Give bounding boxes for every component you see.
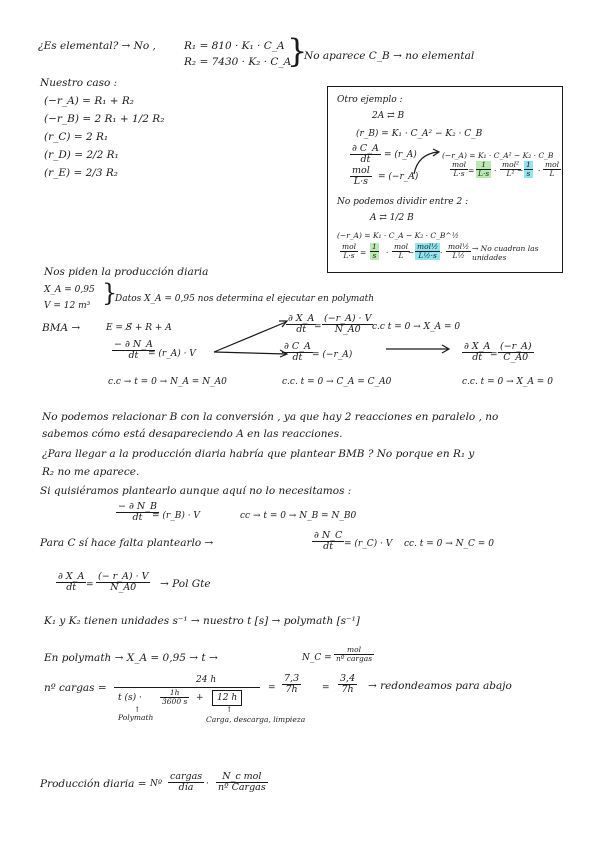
eq-rd: (r_D) = 2/2 R₁ [44, 149, 119, 161]
u2-d-den: L½·s [415, 252, 440, 260]
otro-ejemplo-title: Otro ejemplo : [337, 95, 403, 105]
eq2-den: 7h [341, 684, 354, 695]
xa-value: X_A = 0,95 [44, 285, 95, 295]
dot-1: · [494, 166, 497, 175]
dxa-num: ∂ X_A [288, 313, 315, 324]
u1-b [476, 161, 491, 178]
u1-d-num: 1 [526, 160, 531, 169]
dca-fraction-b [282, 342, 313, 363]
polymath-label: Polymath [118, 713, 154, 722]
u1-e-num: mol [545, 160, 560, 169]
rate-r2: R₂ = 7430 · K₂ · C_A [184, 56, 292, 68]
cargas-label: nº cargas = [44, 682, 107, 694]
polymath-line: En polymath → X_A = 0,95 → t → [44, 652, 218, 664]
cc-xa-2: c.c. t = 0 → X_A = 0 [462, 377, 553, 387]
u1-b-den: L·s [478, 169, 490, 178]
h-fraction [160, 689, 189, 706]
eq-ra: (−r_A) = R₁ + R₂ [44, 95, 135, 107]
para-c-text: Para C sí hace falta plantearlo → [40, 537, 214, 549]
u2-b [370, 243, 379, 260]
cc-nb: cc → t = 0 → N_B = N_B0 [240, 511, 357, 521]
dxa2-rhs-fraction [498, 342, 534, 363]
u2-a-num: mol [342, 242, 357, 251]
produccion-final-label: Producción diaria = [40, 778, 147, 790]
dxa3-rhs-num: (− r_A) · V [98, 571, 149, 582]
mol-cargas-num: N_c mol [216, 772, 268, 783]
produccion-intro: Nos piden la producción diaria [44, 266, 209, 278]
dna-num: − ∂ N_A [114, 339, 153, 350]
equals-a: = [314, 322, 322, 332]
t-term: t (s) · [118, 693, 142, 703]
rate-r1: R₁ = 810 · K₁ · C_A [184, 40, 285, 52]
n-symbol: Nº [150, 779, 163, 789]
u1-a-num: mol [452, 160, 467, 169]
eq1-fraction [282, 674, 301, 695]
dca-num: ∂ C_A [352, 143, 379, 154]
equals-e: = [322, 683, 330, 693]
cargas-dia-den: día [178, 782, 194, 793]
bma-label: BMA → [42, 322, 81, 334]
parrafo-line-2: sabemos cómo está desapareciendo A en las reacciones. [42, 428, 343, 440]
equals-d: = [268, 683, 276, 693]
dca-rhs: = (r_A) [384, 150, 417, 160]
arrow-up-polymath-icon: ↑ [134, 705, 141, 714]
eq-re: (r_E) = 2/3 R₂ [44, 167, 118, 179]
reaction-a-half-b: A ⇄ 1/2 B [370, 213, 414, 223]
dxa3-fraction [56, 572, 86, 593]
dnc-den: dt [323, 541, 334, 552]
curved-arrow-icon [412, 148, 442, 178]
dca-dt-fraction [350, 144, 381, 165]
rate-rb: (r_B) = K₁ · C_A² − K₂ · C_B [356, 129, 483, 139]
dxa-rhs-den: N_A0 [334, 324, 361, 335]
u2-a-den: L·s [343, 251, 355, 260]
eq1-den: 7h [285, 684, 298, 695]
dna-den: dt [128, 350, 139, 361]
h-num: 1h [160, 689, 189, 698]
dca-b-num: ∂ C_A [284, 341, 311, 352]
u2-d-num: mol½ [417, 242, 439, 251]
dnb-den: dt [132, 512, 143, 523]
rate-ra-half: (−r_A) = K₁ · C_A − K₂ · C_B^½ [337, 231, 459, 240]
cargas-dia-fraction [168, 772, 204, 793]
nc-num: mol [334, 646, 374, 655]
u1-a [450, 161, 468, 178]
dna-rhs: = (r_A) · V [148, 349, 196, 359]
dxa3-rhs-fraction [96, 572, 150, 593]
u1-b-num: 1 [476, 161, 491, 170]
dnb-num: − ∂ N_B [118, 501, 157, 512]
dca-b-rhs: = (−r_A) [312, 350, 353, 360]
datos-brace: } [102, 279, 118, 307]
dnc-fraction [312, 531, 344, 552]
dca-den: dt [360, 154, 371, 165]
eq-rc: (r_C) = 2 R₁ [44, 131, 109, 143]
dca-b-den: dt [292, 352, 303, 363]
ra-paren: = (−r_A) [378, 172, 419, 182]
eq-rb: (−r_B) = 2 R₁ + 1/2 R₂ [44, 113, 165, 125]
parrafo-line-4: R₂ no me aparece. [42, 466, 140, 478]
u2-e-den: L½ [452, 251, 465, 260]
big-rate-eq: (−r_A) = K₁ · C_A² − K₂ · C_B [442, 151, 554, 160]
carga-label: Carga, descarga, limpieza [206, 715, 306, 724]
plus-sign: + [196, 693, 204, 703]
mol-num: mol [352, 165, 370, 176]
dxa2-rhs-num: (−r_A) [500, 341, 532, 352]
u1-e [543, 161, 561, 178]
cc-ca: c.c. t = 0 → C_A = C_A0 [282, 377, 392, 387]
volume-value: V = 12 m³ [44, 301, 91, 311]
nc-den: nº cargas [336, 654, 373, 663]
boxed-12h: 12 h [212, 690, 242, 706]
dxa3-num: ∂ X_A [58, 571, 85, 582]
u2-c-num: mol [394, 242, 409, 251]
u1-c-den: L² [506, 169, 515, 178]
parrafo-line-5: Si quisiéramos plantearlo aunque aquí no lo necesitamos : [40, 485, 352, 497]
diag-arrows-icon [212, 316, 290, 358]
no-podemos-dividir: No podemos dividir entre 2 : [337, 197, 469, 207]
u1-a-den: L·s [453, 169, 465, 178]
eq1-num: 7,3 [284, 673, 300, 684]
nc-label: N_C = [302, 653, 332, 663]
arrow-up-carga-icon: ↑ [226, 705, 233, 714]
dxa2-num: ∂ X_A [464, 341, 491, 352]
right-brace: } [287, 32, 308, 70]
mol-den: L·s [353, 176, 368, 187]
cc-na: c.c → t = 0 → N_A = N_A0 [108, 377, 227, 387]
eq2-num: 3,4 [340, 673, 356, 684]
eq-sign-1: = [468, 166, 475, 175]
u1-e-den: L [549, 169, 555, 178]
mol-cargas-den: nº Cargas [218, 782, 266, 793]
bma-equation: E = S̸ + R + A [106, 323, 172, 333]
dxa-fraction [286, 314, 316, 335]
no-cuadran-note: → No cuadran las unidades [472, 244, 539, 262]
dnb-rhs: = (r_B) · V [152, 511, 200, 521]
datos-text: Datos X_A = 0,95 nos determina el ejecutar en polymath [115, 294, 375, 304]
mol-ls-fraction [350, 166, 372, 187]
u2-e [446, 243, 471, 260]
u2-c-den: L [398, 251, 404, 260]
cargas-fraction-bar [114, 687, 260, 688]
u1-d [524, 161, 533, 178]
nc-fraction [334, 646, 374, 663]
u2-b-den: s [370, 252, 379, 260]
dxa-rhs-num: (−r_A) · V [324, 313, 372, 324]
dot-3: · [386, 248, 389, 257]
eq2-fraction [338, 674, 357, 695]
dxa2-fraction [462, 342, 492, 363]
parrafo-line-1: No podemos relacionar B con la conversión , ya que hay 2 reacciones en paralelo , no [42, 411, 499, 423]
equals-c: = [86, 580, 94, 590]
dxa2-den: dt [472, 352, 483, 363]
units-line: K₁ y K₂ tienen unidades s⁻¹ → nuestro t [s] → polymath [s⁻¹] [44, 615, 360, 627]
u2-e-num: mol½ [448, 242, 470, 251]
h-den: 3600 s [162, 697, 188, 706]
u2-d [415, 242, 443, 260]
dxa2-rhs-den: C_A0 [503, 352, 529, 363]
reaction-2a-b: 2A ⇄ B [372, 111, 405, 121]
pol-gte: → Pol Gte [160, 578, 211, 590]
cargas-top: 24 h [196, 675, 217, 685]
dnc-num: ∂ N_C [314, 530, 343, 541]
no-elemental-conclusion: No aparece C_B → no elemental [304, 50, 475, 62]
dxa-den: dt [296, 324, 307, 335]
cargas-dia-num: cargas [170, 771, 203, 782]
u2-b-num: 1 [372, 242, 377, 251]
u1-c-num: mol² [502, 160, 520, 169]
dot-4: · [440, 248, 443, 257]
dxa3-den: dt [66, 582, 77, 593]
final-dot: · [206, 779, 209, 789]
parrafo-line-3: ¿Para llegar a la producción diaria habría que plantear BMB ? No porque en R₁ y [42, 448, 475, 460]
u1-d-den: s [524, 170, 533, 178]
nuestro-caso-title: Nuestro caso : [40, 77, 118, 89]
minus-1: − [517, 166, 524, 175]
dot-2: · [538, 166, 541, 175]
dxa-rhs-fraction [322, 314, 373, 335]
mol-cargas-fraction [216, 772, 268, 793]
eq-sign-2: = [360, 248, 367, 257]
redondeamos-note: → redondeamos para abajo [368, 680, 512, 692]
minus-2: − [408, 248, 415, 257]
dxa3-rhs-den: N_A0 [110, 582, 137, 593]
cc-xa: c.c t = 0 → X_A = 0 [372, 322, 461, 332]
cc-nc: cc. t = 0 → N_C = 0 [404, 539, 494, 549]
u2-a [340, 243, 358, 260]
right-arrow-icon [384, 342, 452, 356]
dnc-rhs: = (r_C) · V [344, 539, 393, 549]
elemental-question: ¿Es elemental? → No , [38, 40, 156, 52]
equals-b: = [490, 350, 498, 360]
